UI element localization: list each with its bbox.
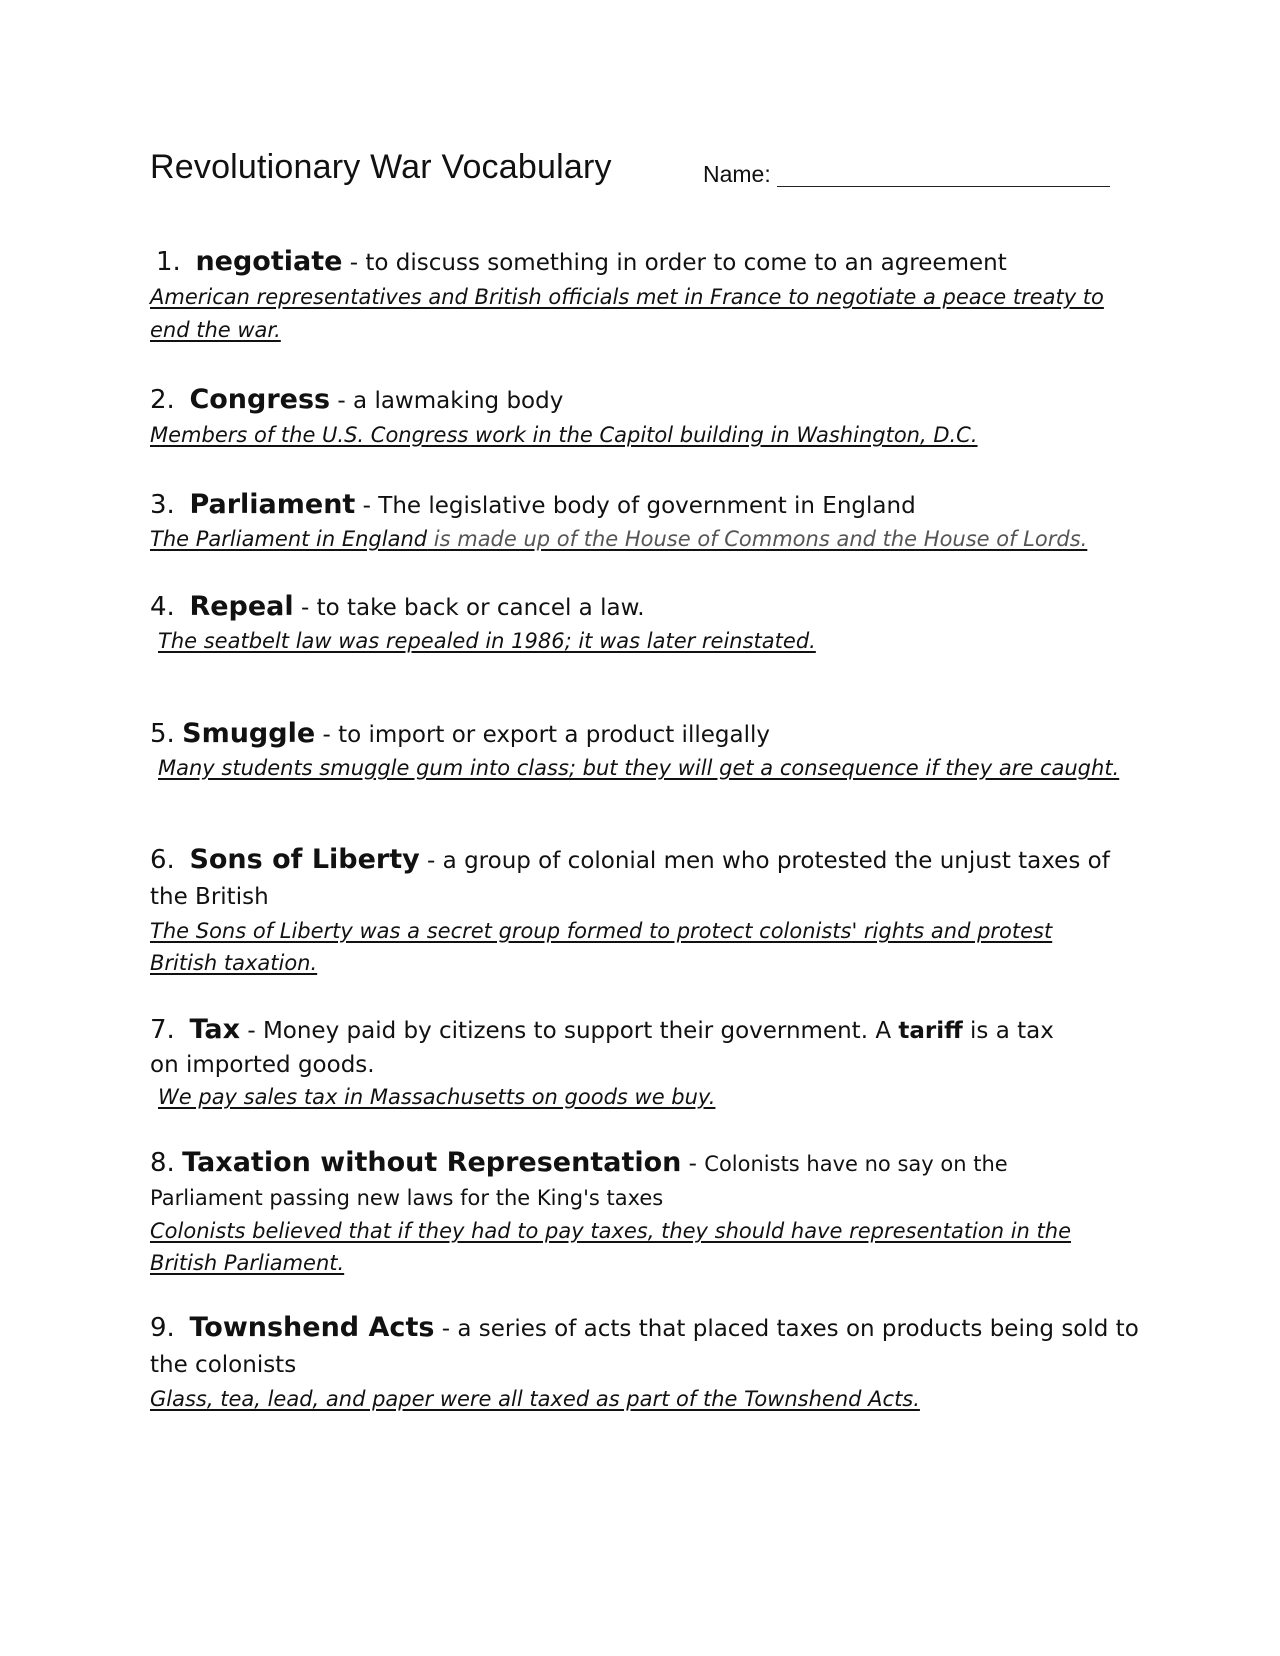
entry-number: 6.	[150, 845, 175, 875]
entry-heading	[150, 1146, 1090, 1215]
entry-separator: -	[419, 848, 443, 874]
entry-heading	[150, 589, 1140, 626]
name-label: Name:	[703, 161, 771, 187]
entry-separator: -	[681, 1151, 705, 1177]
vocab-entry-5	[150, 716, 1140, 783]
entry-definition-bold-term: tariff	[898, 1018, 963, 1044]
entry-separator: -	[342, 250, 366, 276]
vocab-entry-7	[150, 1013, 1140, 1112]
entry-term: Repeal	[189, 591, 294, 622]
entry-separator: -	[315, 722, 339, 748]
entry-number: 4.	[150, 592, 175, 622]
entry-example: The seatbelt law was repealed in 1986; it was later reinstated.	[158, 629, 816, 653]
entry-example: Many students smuggle gum into class; but they will get a consequence if they are caught.	[158, 756, 1120, 780]
entry-definition: a group of colonial men who protested the unjust taxes of the British	[150, 848, 1110, 910]
entry-separator: -	[355, 493, 379, 519]
entry-definition-part1: Money paid by citizens to support their government. A	[262, 1018, 899, 1044]
entry-heading	[150, 716, 1140, 753]
entry-definition-part2: is a tax on imported goods.	[150, 1018, 1054, 1078]
entry-term: Parliament	[189, 489, 356, 520]
entry-example-part1: The Parliament in England	[150, 527, 428, 551]
entry-definition	[150, 1018, 1054, 1078]
vocab-entry-2	[150, 382, 1140, 452]
entry-example	[150, 524, 1140, 554]
entry-heading	[150, 1310, 1140, 1383]
vocab-entry-3	[150, 487, 1140, 554]
entry-example-part2: is made up of the House of Commons and the House of Lords.	[427, 527, 1088, 551]
entry-definition: Colonists have no say on the Parliament passing new laws for the King's taxes	[150, 1152, 1008, 1210]
entry-heading	[150, 842, 1140, 915]
entry-number: 1.	[156, 247, 181, 277]
entry-example: Glass, tea, lead, and paper were all taxed as part of the Townshend Acts.	[150, 1387, 920, 1411]
vocab-entry-8	[150, 1146, 1140, 1279]
entry-term: Smuggle	[182, 718, 316, 749]
entry-heading	[150, 382, 1140, 419]
entry-term: negotiate	[195, 246, 343, 277]
entry-definition: The legislative body of government in England	[378, 493, 916, 519]
entry-example: Members of the U.S. Congress work in the Capitol building in Washington, D.C.	[150, 423, 978, 447]
entry-term: Townshend Acts	[189, 1312, 435, 1343]
entry-term: Sons of Liberty	[189, 844, 420, 875]
vocab-entry-9	[150, 1310, 1140, 1416]
vocab-entry-4	[150, 589, 1140, 656]
entry-definition: to import or export a product illegally	[338, 722, 770, 748]
entry-heading	[150, 1013, 1080, 1082]
entry-number: 7.	[150, 1015, 175, 1045]
entry-definition: a series of acts that placed taxes on products being sold to the colonists	[150, 1316, 1139, 1378]
entry-term: Tax	[189, 1014, 241, 1045]
entry-separator: -	[330, 388, 354, 414]
entry-number: 5.	[150, 719, 175, 749]
entry-heading	[150, 487, 1140, 524]
entry-separator: -	[240, 1018, 263, 1044]
entry-separator: -	[293, 595, 317, 621]
entry-term: Congress	[189, 384, 331, 415]
entry-separator: -	[434, 1316, 458, 1342]
entry-definition: a lawmaking body	[353, 388, 564, 414]
entry-example: Colonists believed that if they had to pay taxes, they should have representation in the British Parliament.	[150, 1219, 1072, 1275]
name-blank-line[interactable]	[777, 186, 1110, 187]
worksheet-title: Revolutionary War Vocabulary	[150, 148, 612, 186]
entry-number: 2.	[150, 385, 175, 415]
entry-number: 9.	[150, 1313, 175, 1343]
entry-number: 8.	[150, 1148, 175, 1178]
entry-number: 3.	[150, 490, 175, 520]
entry-example: We pay sales tax in Massachusetts on goods we buy.	[158, 1085, 716, 1109]
vocab-entry-6	[150, 842, 1140, 979]
entry-example: American representatives and British officials met in France to negotiate a peace treaty to end the war.	[150, 285, 1104, 342]
entry-heading	[150, 244, 1140, 281]
entry-definition: to discuss something in order to come to an agreement	[365, 250, 1007, 276]
entry-term: Taxation without Representation	[182, 1147, 682, 1178]
entry-definition: to take back or cancel a law.	[316, 595, 645, 621]
vocab-entry-1	[150, 244, 1140, 347]
entry-example: The Sons of Liberty was a secret group formed to protect colonists' rights and protest British taxation.	[150, 919, 1053, 975]
